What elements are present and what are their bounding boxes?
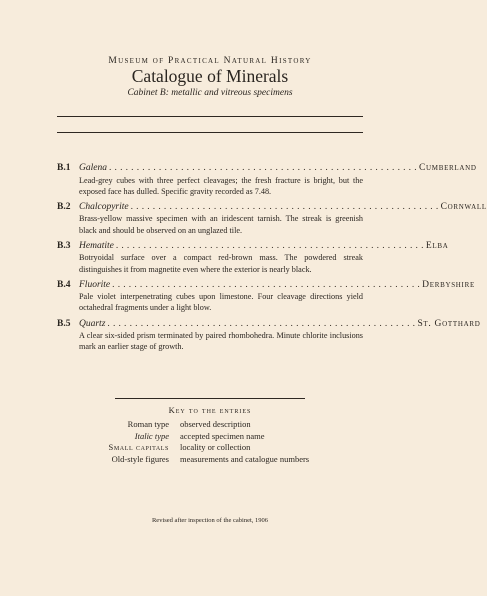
entry-locality: Elba (425, 240, 449, 251)
entry-description: Lead-grey cubes with three perfect cleavages; the fresh fracture is bright, but the exposed face has dulled. Specific gravity recorded as 7.48. (79, 175, 363, 196)
catalogue-entry (57, 240, 449, 275)
entry-heading (79, 163, 477, 175)
entry-locality: Cornwall (440, 201, 487, 212)
entry-number: B.4 (57, 279, 71, 290)
entry-locality: Derbyshire (422, 279, 475, 290)
divider-rule-top (57, 116, 363, 117)
key-title: Key to the entries (168, 405, 252, 415)
key-term: Italic type (134, 430, 169, 441)
entry-number: B.2 (57, 201, 71, 212)
key-definition: observed description (180, 419, 251, 429)
entry-name: Quartz (79, 318, 106, 329)
entry-leader-dots: . . . . . . . . . . . . . . . . . . . . . . . . . . . . . . . . . . . . . . . . . . . . . . . . . . . . . . . . (115, 240, 424, 251)
key-definition: locality or collection (180, 442, 251, 452)
entry-name: Hematite (79, 240, 114, 251)
entry-number: B.1 (57, 163, 71, 173)
entry-heading (79, 318, 481, 331)
entry-name: Chalcopyrite (79, 201, 129, 212)
museum-name: Museum of Practical Natural History (108, 56, 312, 66)
catalogue-entry (57, 163, 477, 197)
entry-leader-dots: . . . . . . . . . . . . . . . . . . . . . . . . . . . . . . . . . . . . . . . . . . . . . . . . . . . . . . . . (112, 279, 421, 290)
key-term: Old-style figures (111, 453, 169, 464)
entry-leader-dots: . . . . . . . . . . . . . . . . . . . . . . . . . . . . . . . . . . . . . . . . . . . . . . . . . . . . . . . . (108, 163, 417, 173)
entry-leader-dots: . . . . . . . . . . . . . . . . . . . . . . . . . . . . . . . . . . . . . . . . . . . . . . . . . . . . . . . . (107, 318, 416, 329)
key-row (0, 431, 420, 443)
entry-locality: St. Gotthard (417, 318, 481, 329)
entry-description: A clear six-sided prism terminated by paired rhombohedra. Minute chlorite inclusions mark an earlier stage of growth. (79, 331, 363, 352)
entry-number: B.3 (57, 240, 71, 251)
key-definition: accepted specimen name (180, 430, 265, 441)
revision-note: Revised after inspection of the cabinet, 1906 (151, 517, 269, 524)
entry-number: B.5 (57, 318, 71, 329)
page-title: Catalogue of Minerals (131, 66, 289, 86)
entry-locality: Cumberland (419, 163, 477, 173)
entry-list (57, 163, 487, 358)
entry-name: Galena (79, 163, 107, 173)
catalogue-entry (57, 201, 487, 236)
entry-description: Brass-yellow massive specimen with an iridescent tarnish. The streak is greenish black and should be observed on an unglazed tile. (79, 214, 363, 235)
entry-heading (79, 201, 487, 214)
key-divider-rule (115, 398, 305, 399)
key-term: Roman type (127, 419, 169, 429)
key-term: Small capitals (108, 442, 169, 452)
key-row (0, 419, 420, 431)
key-row (0, 454, 420, 466)
entry-heading (79, 240, 449, 253)
key-row (0, 442, 420, 454)
catalogue-entry (57, 279, 475, 314)
entry-leader-dots: . . . . . . . . . . . . . . . . . . . . . . . . . . . . . . . . . . . . . . . . . . . . . . . . . . . . . . . . (130, 201, 439, 212)
divider-rule-bottom (57, 132, 363, 133)
entry-description: Botryoidal surface over a compact red-brown mass. The powdered streak distinguishes it from magnetite even where the exterior is nearly black. (79, 253, 363, 274)
catalogue-entry (57, 318, 481, 353)
entry-description: Pale violet interpenetrating cubes upon limestone. Four cleavage directions yield octahedral fragments under a light blow. (79, 292, 363, 313)
key-table (0, 419, 420, 465)
key-definition: measurements and catalogue numbers (180, 453, 310, 464)
page-subtitle: Cabinet B: metallic and vitreous specimens (127, 88, 293, 98)
entry-name: Fluorite (79, 279, 111, 290)
entry-heading (79, 279, 475, 292)
